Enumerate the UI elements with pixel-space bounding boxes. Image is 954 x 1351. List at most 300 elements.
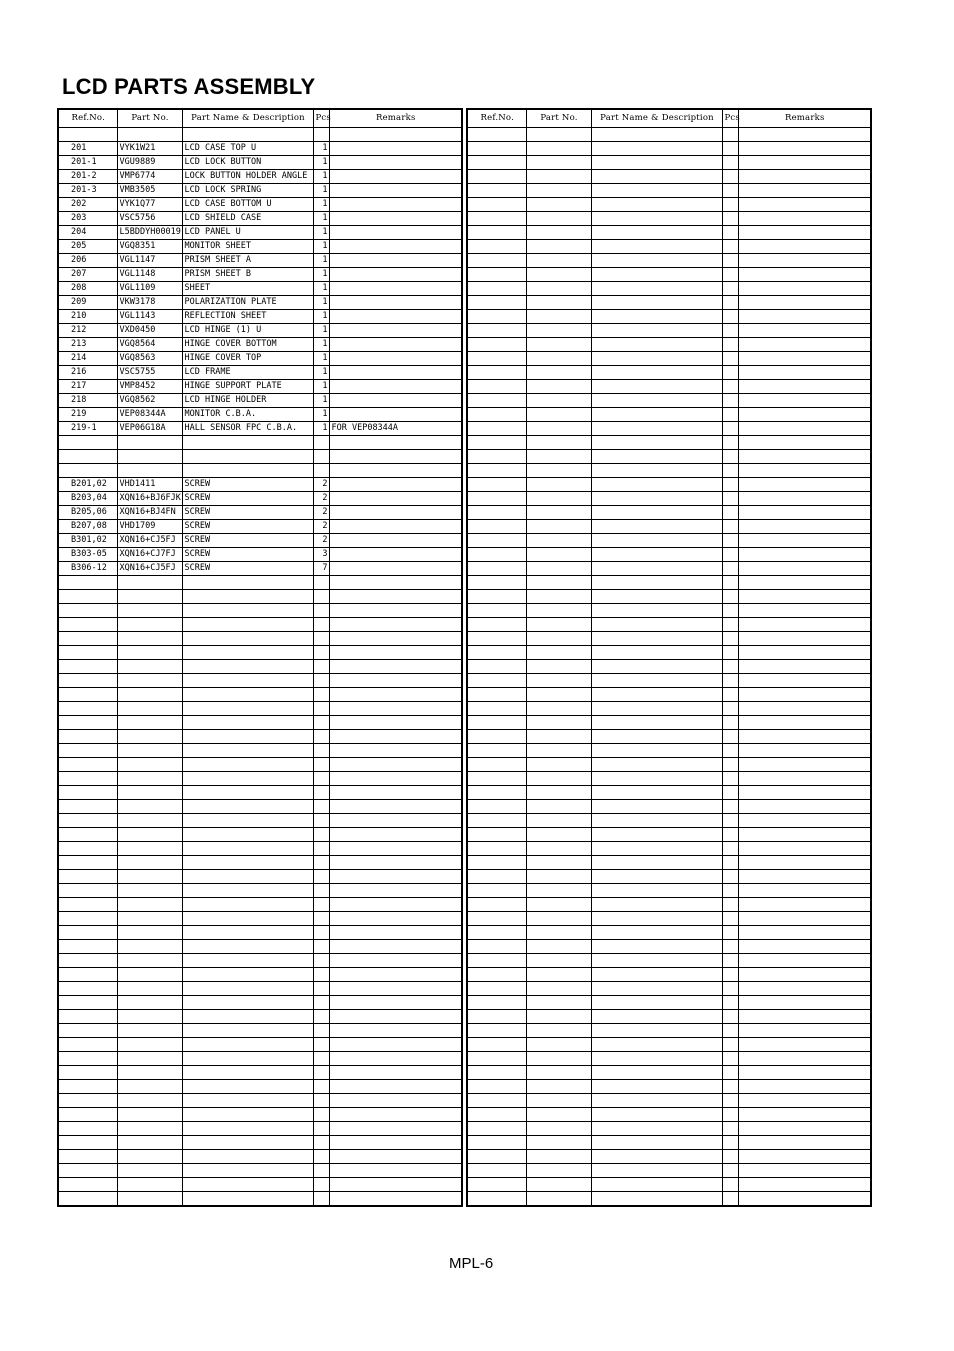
table-row: [58, 996, 462, 1010]
pcs-cell: [313, 1108, 329, 1122]
pcs-cell: [313, 786, 329, 800]
part-no-cell: [526, 660, 591, 674]
table-row: [58, 1192, 462, 1207]
part-name-cell: LCD CASE TOP U: [182, 142, 313, 156]
part-name-cell: [591, 170, 722, 184]
table-row: [467, 1038, 871, 1052]
part-name-cell: HINGE SUPPORT PLATE: [182, 380, 313, 394]
part-name-cell: LCD SHIELD CASE: [182, 212, 313, 226]
part-no-cell: [117, 1010, 182, 1024]
part-no-cell: [526, 772, 591, 786]
parts-table-left-body: [58, 128, 462, 1207]
ref-no-cell: [467, 590, 526, 604]
remarks-cell: [738, 1038, 871, 1052]
table-row: [58, 786, 462, 800]
part-no-cell: [526, 800, 591, 814]
table-row: [58, 842, 462, 856]
header-remarks: Remarks: [738, 109, 871, 128]
ref-no-cell: [467, 478, 526, 492]
ref-no-cell: [467, 744, 526, 758]
part-no-cell: [117, 940, 182, 954]
part-name-cell: [182, 786, 313, 800]
part-name-cell: [182, 884, 313, 898]
part-no-cell: VGL1109: [117, 282, 182, 296]
table-row: [467, 940, 871, 954]
part-name-cell: [591, 338, 722, 352]
remarks-cell: [329, 408, 462, 422]
pcs-cell: [722, 282, 738, 296]
part-name-cell: [591, 142, 722, 156]
ref-no-cell: [467, 926, 526, 940]
remarks-cell: [738, 268, 871, 282]
remarks-cell: [329, 772, 462, 786]
pcs-cell: [313, 1010, 329, 1024]
remarks-cell: [738, 590, 871, 604]
table-row: [58, 856, 462, 870]
part-no-cell: [526, 884, 591, 898]
part-name-cell: [182, 674, 313, 688]
ref-no-cell: [58, 856, 117, 870]
pcs-cell: [722, 450, 738, 464]
table-row: [58, 212, 462, 226]
ref-no-cell: [58, 940, 117, 954]
part-no-cell: [526, 940, 591, 954]
pcs-cell: [313, 1136, 329, 1150]
part-name-cell: [182, 996, 313, 1010]
pcs-cell: [722, 1066, 738, 1080]
table-header-row: [58, 109, 462, 128]
table-row: [467, 590, 871, 604]
pcs-cell: 1: [313, 240, 329, 254]
ref-no-cell: [467, 968, 526, 982]
remarks-cell: [329, 450, 462, 464]
ref-no-cell: B201,02: [58, 478, 117, 492]
part-name-cell: [182, 926, 313, 940]
pcs-cell: [313, 450, 329, 464]
part-no-cell: [526, 1164, 591, 1178]
remarks-cell: [329, 688, 462, 702]
remarks-cell: [738, 758, 871, 772]
pcs-cell: [722, 198, 738, 212]
part-name-cell: POLARIZATION PLATE: [182, 296, 313, 310]
part-no-cell: [117, 1066, 182, 1080]
pcs-cell: [313, 632, 329, 646]
remarks-cell: [738, 296, 871, 310]
table-row: [58, 268, 462, 282]
parts-table-right-body: [467, 128, 871, 1207]
table-row: [467, 212, 871, 226]
pcs-cell: [722, 1108, 738, 1122]
part-no-cell: [117, 800, 182, 814]
pcs-cell: [313, 1052, 329, 1066]
remarks-cell: [329, 842, 462, 856]
table-row: [58, 408, 462, 422]
remarks-cell: [738, 1080, 871, 1094]
remarks-cell: [738, 1122, 871, 1136]
part-no-cell: [117, 576, 182, 590]
pcs-cell: [722, 842, 738, 856]
part-no-cell: [526, 996, 591, 1010]
ref-no-cell: [467, 352, 526, 366]
part-name-cell: [591, 310, 722, 324]
part-no-cell: [526, 828, 591, 842]
table-row: [58, 940, 462, 954]
remarks-cell: [738, 492, 871, 506]
table-row: [58, 814, 462, 828]
part-name-cell: [591, 282, 722, 296]
pcs-cell: [722, 1080, 738, 1094]
part-name-cell: [182, 982, 313, 996]
table-row: [58, 506, 462, 520]
pcs-cell: [722, 520, 738, 534]
pcs-cell: [722, 786, 738, 800]
ref-no-cell: [58, 842, 117, 856]
pcs-cell: [722, 828, 738, 842]
remarks-cell: [738, 408, 871, 422]
pcs-cell: [722, 646, 738, 660]
remarks-cell: [329, 940, 462, 954]
part-no-cell: [117, 1150, 182, 1164]
remarks-cell: [738, 576, 871, 590]
part-no-cell: [117, 926, 182, 940]
ref-no-cell: [58, 954, 117, 968]
remarks-cell: [329, 324, 462, 338]
part-no-cell: [526, 506, 591, 520]
ref-no-cell: [467, 128, 526, 142]
part-name-cell: SCREW: [182, 520, 313, 534]
remarks-cell: [329, 492, 462, 506]
remarks-cell: [738, 1024, 871, 1038]
table-row: [58, 632, 462, 646]
ref-no-cell: [58, 436, 117, 450]
pcs-cell: [313, 1080, 329, 1094]
pcs-cell: [722, 1122, 738, 1136]
ref-no-cell: 218: [58, 394, 117, 408]
table-row: [467, 1024, 871, 1038]
part-no-cell: [117, 1192, 182, 1207]
remarks-cell: [738, 1192, 871, 1207]
part-no-cell: XQN16+BJ6FJK: [117, 492, 182, 506]
table-row: [467, 1094, 871, 1108]
part-no-cell: [526, 436, 591, 450]
part-name-cell: [182, 576, 313, 590]
table-row: [58, 576, 462, 590]
part-no-cell: VHD1709: [117, 520, 182, 534]
table-row: [58, 1010, 462, 1024]
ref-no-cell: [467, 268, 526, 282]
pcs-cell: [722, 212, 738, 226]
remarks-cell: [738, 744, 871, 758]
ref-no-cell: [467, 366, 526, 380]
table-row: [467, 814, 871, 828]
table-row: [467, 156, 871, 170]
pcs-cell: [722, 142, 738, 156]
part-no-cell: [117, 702, 182, 716]
remarks-cell: [738, 128, 871, 142]
pcs-cell: 1: [313, 366, 329, 380]
remarks-cell: [329, 996, 462, 1010]
remarks-cell: [738, 982, 871, 996]
pcs-cell: [722, 884, 738, 898]
ref-no-cell: [467, 772, 526, 786]
part-no-cell: [526, 198, 591, 212]
table-row: [467, 1066, 871, 1080]
remarks-cell: [329, 254, 462, 268]
pcs-cell: [722, 632, 738, 646]
table-row: [58, 156, 462, 170]
table-row: [467, 744, 871, 758]
ref-no-cell: B207,08: [58, 520, 117, 534]
part-name-cell: [591, 198, 722, 212]
remarks-cell: [738, 632, 871, 646]
part-name-cell: [182, 590, 313, 604]
ref-no-cell: [58, 716, 117, 730]
ref-no-cell: [467, 226, 526, 240]
part-no-cell: [526, 604, 591, 618]
ref-no-cell: 214: [58, 352, 117, 366]
table-row: [58, 282, 462, 296]
ref-no-cell: [467, 1066, 526, 1080]
pcs-cell: [722, 366, 738, 380]
remarks-cell: [738, 842, 871, 856]
part-name-cell: [591, 576, 722, 590]
part-no-cell: [117, 856, 182, 870]
part-name-cell: [591, 968, 722, 982]
part-name-cell: MONITOR SHEET: [182, 240, 313, 254]
part-no-cell: [117, 674, 182, 688]
part-name-cell: [591, 1136, 722, 1150]
remarks-cell: [738, 996, 871, 1010]
part-no-cell: VMP6774: [117, 170, 182, 184]
part-no-cell: VGQ8562: [117, 394, 182, 408]
remarks-cell: [329, 968, 462, 982]
part-name-cell: [182, 800, 313, 814]
part-no-cell: [526, 296, 591, 310]
part-no-cell: [526, 702, 591, 716]
remarks-cell: [329, 898, 462, 912]
part-name-cell: [591, 1150, 722, 1164]
ref-no-cell: [467, 408, 526, 422]
part-name-cell: [591, 632, 722, 646]
ref-no-cell: B306-12: [58, 562, 117, 576]
ref-no-cell: B303-05: [58, 548, 117, 562]
ref-no-cell: [58, 618, 117, 632]
table-row: [58, 870, 462, 884]
table-row: [467, 422, 871, 436]
ref-no-cell: [467, 380, 526, 394]
part-name-cell: LCD HINGE HOLDER: [182, 394, 313, 408]
table-row: [467, 856, 871, 870]
remarks-cell: [738, 170, 871, 184]
remarks-cell: [329, 800, 462, 814]
part-name-cell: [182, 660, 313, 674]
ref-no-cell: [467, 142, 526, 156]
pcs-cell: [313, 436, 329, 450]
part-no-cell: [526, 282, 591, 296]
ref-no-cell: [467, 1150, 526, 1164]
remarks-cell: [738, 1108, 871, 1122]
remarks-cell: [738, 240, 871, 254]
part-name-cell: [182, 842, 313, 856]
table-row: [467, 366, 871, 380]
ref-no-cell: [58, 128, 117, 142]
ref-no-cell: 201-2: [58, 170, 117, 184]
table-row: [467, 870, 871, 884]
table-row: [467, 296, 871, 310]
ref-no-cell: [467, 674, 526, 688]
part-name-cell: [591, 394, 722, 408]
table-row: [58, 324, 462, 338]
remarks-cell: [329, 786, 462, 800]
table-row: [58, 492, 462, 506]
part-name-cell: [591, 184, 722, 198]
pcs-cell: [722, 814, 738, 828]
remarks-cell: [329, 982, 462, 996]
pcs-cell: [313, 856, 329, 870]
pcs-cell: [722, 254, 738, 268]
part-no-cell: [117, 954, 182, 968]
table-row: [58, 520, 462, 534]
header-part-name: Part Name & Description: [182, 109, 313, 128]
part-name-cell: [591, 212, 722, 226]
part-no-cell: [526, 1192, 591, 1207]
remarks-cell: [329, 310, 462, 324]
remarks-cell: [738, 478, 871, 492]
remarks-cell: [329, 142, 462, 156]
part-no-cell: [117, 436, 182, 450]
pcs-cell: [722, 968, 738, 982]
part-no-cell: [526, 520, 591, 534]
ref-no-cell: [467, 800, 526, 814]
part-no-cell: [117, 730, 182, 744]
table-row: [467, 1080, 871, 1094]
remarks-cell: [329, 268, 462, 282]
remarks-cell: [738, 800, 871, 814]
table-row: [58, 982, 462, 996]
ref-no-cell: [467, 898, 526, 912]
part-name-cell: [182, 1024, 313, 1038]
ref-no-cell: [467, 996, 526, 1010]
pcs-cell: [722, 1164, 738, 1178]
pcs-cell: [313, 828, 329, 842]
part-no-cell: [117, 786, 182, 800]
ref-no-cell: 216: [58, 366, 117, 380]
part-no-cell: [526, 954, 591, 968]
pcs-cell: [313, 1094, 329, 1108]
part-no-cell: [526, 898, 591, 912]
table-row: [467, 478, 871, 492]
part-name-cell: [591, 744, 722, 758]
pcs-cell: 1: [313, 338, 329, 352]
table-row: [467, 562, 871, 576]
part-name-cell: [591, 1094, 722, 1108]
part-no-cell: VYK1Q77: [117, 198, 182, 212]
part-no-cell: VSC5756: [117, 212, 182, 226]
ref-no-cell: [467, 1094, 526, 1108]
pcs-cell: 1: [313, 296, 329, 310]
pcs-cell: [313, 1192, 329, 1207]
table-row: [467, 1052, 871, 1066]
pcs-cell: [313, 604, 329, 618]
ref-no-cell: [467, 1164, 526, 1178]
pcs-cell: [722, 604, 738, 618]
remarks-cell: [329, 128, 462, 142]
pcs-cell: [722, 996, 738, 1010]
part-no-cell: [526, 548, 591, 562]
ref-no-cell: [467, 436, 526, 450]
pcs-cell: [313, 128, 329, 142]
remarks-cell: [329, 884, 462, 898]
part-name-cell: [182, 940, 313, 954]
pcs-cell: [313, 912, 329, 926]
pcs-cell: 1: [313, 142, 329, 156]
remarks-cell: [329, 296, 462, 310]
table-row: [467, 842, 871, 856]
remarks-cell: [738, 814, 871, 828]
part-name-cell: [591, 422, 722, 436]
remarks-cell: [329, 590, 462, 604]
pcs-cell: 1: [313, 394, 329, 408]
remarks-cell: [738, 1164, 871, 1178]
table-row: [467, 184, 871, 198]
remarks-cell: [329, 1150, 462, 1164]
table-row: [467, 506, 871, 520]
remarks-cell: [329, 926, 462, 940]
pcs-cell: [313, 1164, 329, 1178]
table-row: [467, 884, 871, 898]
table-header-row: [467, 109, 871, 128]
pcs-cell: [722, 674, 738, 688]
remarks-cell: [329, 338, 462, 352]
table-row: [58, 534, 462, 548]
ref-no-cell: [467, 338, 526, 352]
table-row: [467, 450, 871, 464]
pcs-cell: 2: [313, 506, 329, 520]
pcs-cell: [722, 226, 738, 240]
part-name-cell: [591, 702, 722, 716]
remarks-cell: [329, 198, 462, 212]
pcs-cell: [313, 1122, 329, 1136]
part-no-cell: XQN16+BJ4FN: [117, 506, 182, 520]
remarks-cell: [738, 142, 871, 156]
ref-no-cell: [467, 954, 526, 968]
table-row: [58, 142, 462, 156]
part-name-cell: [182, 772, 313, 786]
remarks-cell: [738, 380, 871, 394]
part-name-cell: [591, 366, 722, 380]
ref-no-cell: [58, 1052, 117, 1066]
ref-no-cell: B203,04: [58, 492, 117, 506]
part-name-cell: [182, 128, 313, 142]
pcs-cell: [722, 940, 738, 954]
remarks-cell: [738, 520, 871, 534]
ref-no-cell: [467, 576, 526, 590]
part-no-cell: [117, 128, 182, 142]
part-name-cell: [591, 898, 722, 912]
pcs-cell: [722, 394, 738, 408]
part-name-cell: [591, 1108, 722, 1122]
pcs-cell: [722, 926, 738, 940]
table-row: [467, 772, 871, 786]
table-row: [58, 184, 462, 198]
remarks-cell: [738, 1178, 871, 1192]
pcs-cell: [313, 814, 329, 828]
part-name-cell: [591, 604, 722, 618]
table-row: [467, 534, 871, 548]
remarks-cell: [329, 1164, 462, 1178]
part-no-cell: VGQ8564: [117, 338, 182, 352]
pcs-cell: [722, 758, 738, 772]
